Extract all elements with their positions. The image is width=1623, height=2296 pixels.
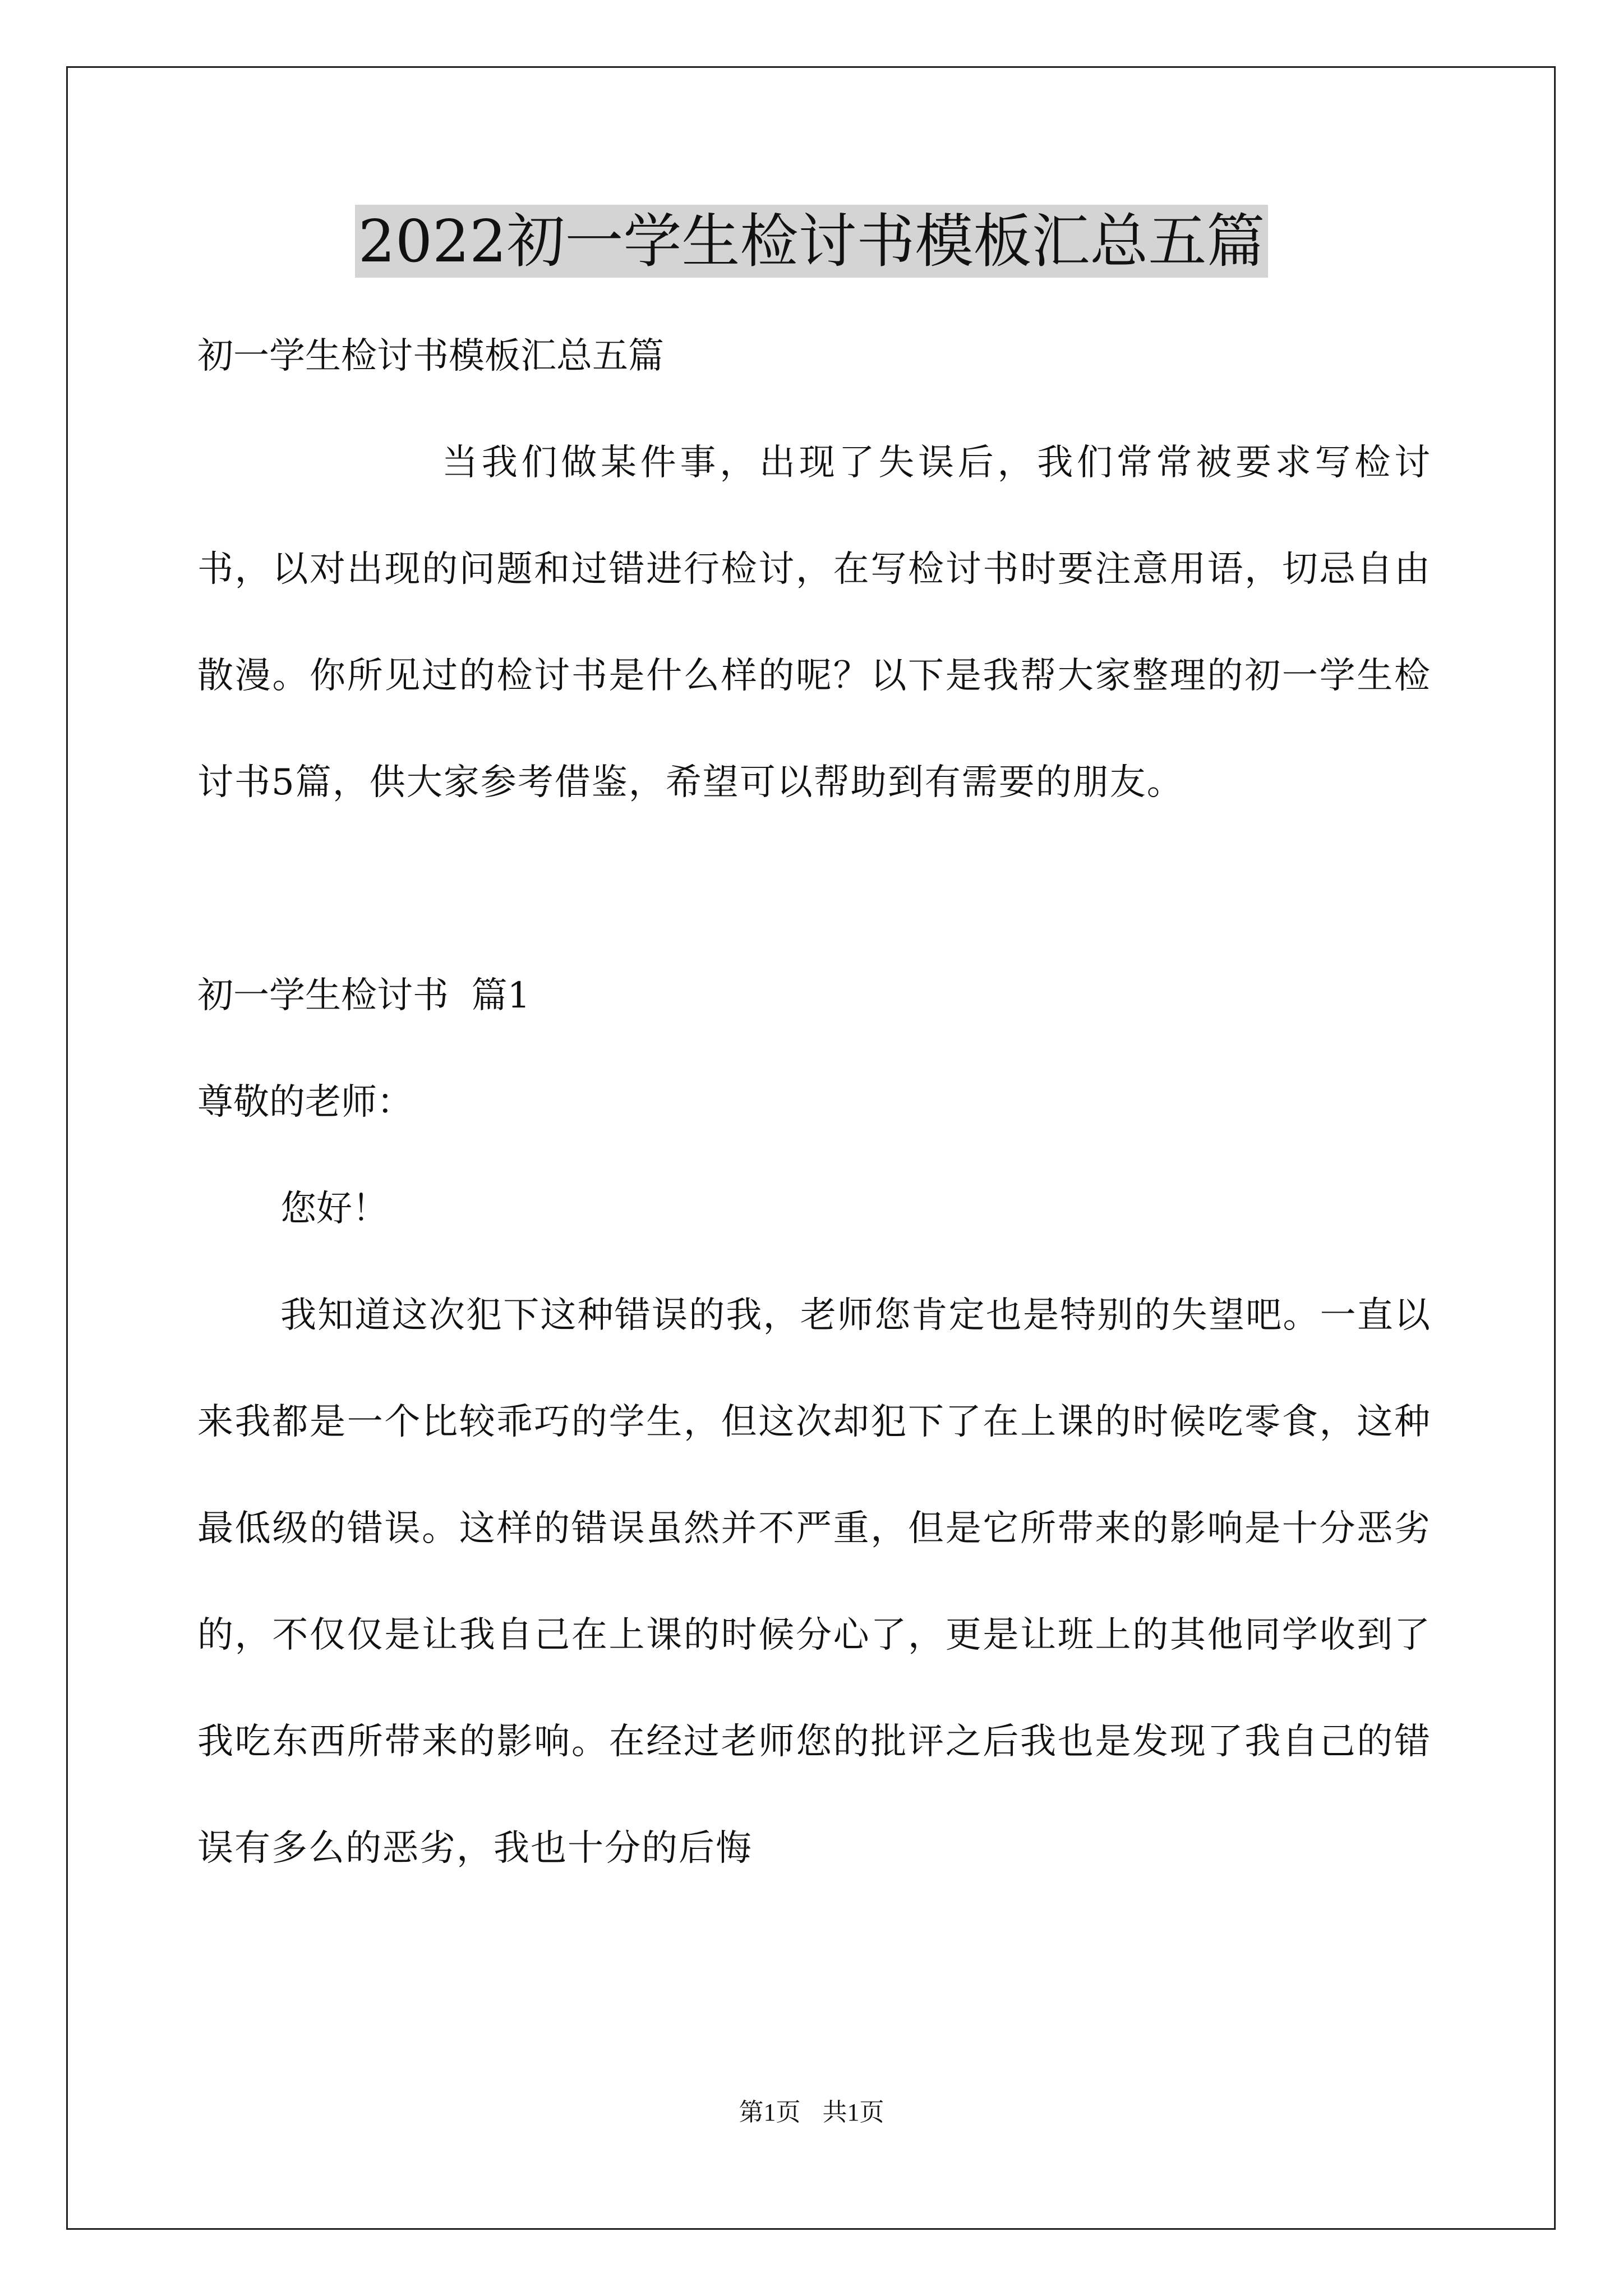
greeting: 您好！ bbox=[280, 1188, 388, 1230]
document-title-text: 2022初一学生检讨书模板汇总五篇 bbox=[355, 205, 1269, 278]
body-paragraph: 我知道这次犯下这种错误的我，老师您肯定也是特别的失望吧。一直以来我都是一个比较乖巧的学生，但这次却犯下了在上课的时候吃零食，这种最低级的错误。这样的错误虽然并不严重，但是它所带来的影响是十分恶劣的，不仅仅是让我自己在上课的时候分心了，更是让班上的其他同学收到了我吃东西所带来的影响。在经过老师您的批评之后我也是发现了我自己的错误有多么的恶劣，我也十分的后悔 bbox=[197, 1295, 1431, 1869]
subtitle: 初一学生检讨书模板汇总五篇 bbox=[197, 335, 664, 377]
document-body bbox=[197, 303, 1431, 1902]
document-title bbox=[0, 202, 1623, 280]
section-heading: 初一学生检讨书 篇1 bbox=[197, 975, 531, 1016]
page-total: 共1页 bbox=[822, 2099, 884, 2126]
page-number: 第1页 bbox=[739, 2099, 801, 2126]
intro-paragraph: 当我们做某件事，出现了失误后，我们常常被要求写检讨书，以对出现的问题和过错进行检讨，在写检讨书时要注意用语，切忌自由散漫。你所见过的检讨书是什么样的呢？以下是我帮大家整理的初一学生检讨书5篇，供大家参考借鉴，希望可以帮助到有需要的朋友。 bbox=[197, 442, 1431, 803]
spacer bbox=[197, 836, 1431, 942]
page-footer bbox=[0, 2096, 1623, 2129]
salutation: 尊敬的老师： bbox=[197, 1082, 413, 1123]
